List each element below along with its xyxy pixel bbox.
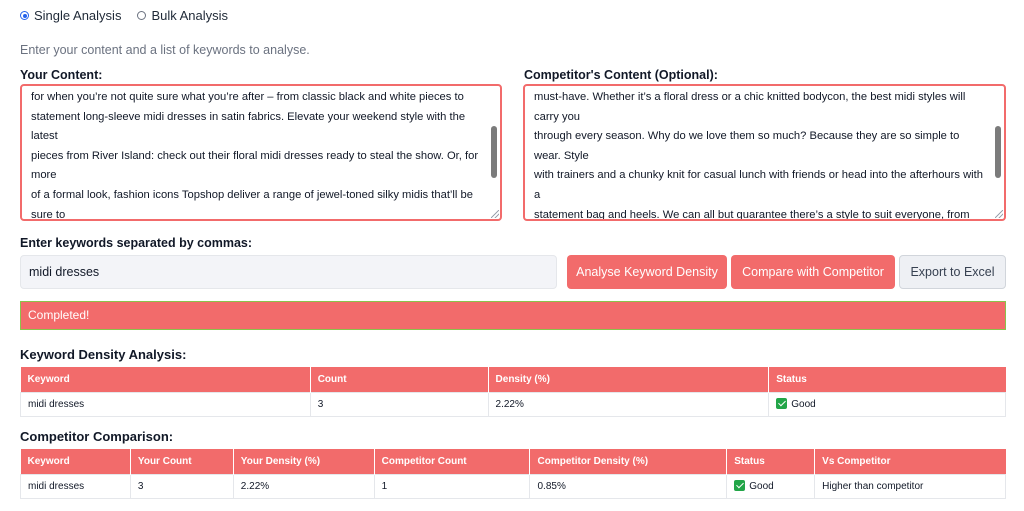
keyword-cell: midi dresses (21, 474, 131, 498)
resize-grip-icon[interactable] (491, 210, 499, 218)
density-cell: 2.22% (488, 392, 769, 416)
column-header: Count (310, 367, 488, 392)
column-header: Status (727, 449, 815, 474)
column-header: Keyword (21, 367, 311, 392)
density-table (20, 367, 1006, 417)
your-content-textarea[interactable] (20, 84, 502, 221)
column-header: Vs Competitor (815, 449, 1006, 474)
table-row (21, 392, 1006, 416)
check-icon (776, 398, 787, 409)
column-header: Your Density (%) (233, 449, 374, 474)
your-content-text[interactable]: for when you’re not quite sure what you’re after – from classic black and white pieces to statement long-sleeve midi dresses in satin fabrics. Elevate your weekend style with the latest pieces from River Island: check out their floral midi dresses ready to steal the show. Or, for more of a formal look, fashion icons Topshop deliver a range of jewel-toned silky midis that’ll be sure to (31, 91, 479, 221)
status-cell (727, 474, 815, 498)
radio-unchecked-icon[interactable] (137, 11, 146, 20)
density-section-title: Keyword Density Analysis: (20, 347, 187, 362)
table-row (21, 474, 1006, 498)
analyse-keyword-density-button[interactable]: Analyse Keyword Density (567, 255, 727, 289)
comparison-section-title: Competitor Comparison: (20, 429, 174, 444)
intro-text: Enter your content and a list of keywords to analyse. (20, 43, 310, 57)
keywords-input[interactable]: midi dresses (20, 255, 557, 289)
competitor-content-scroll-thumb[interactable] (995, 126, 1001, 178)
density-table-header (21, 367, 1006, 392)
keywords-label: Enter keywords separated by commas: (20, 236, 253, 250)
column-header: Competitor Density (%) (530, 449, 727, 474)
count-cell: 3 (310, 392, 488, 416)
your-count-cell: 3 (130, 474, 233, 498)
vs-competitor-cell: Higher than competitor (815, 474, 1006, 498)
single-analysis-label[interactable]: Single Analysis (34, 8, 122, 23)
column-header: Status (769, 367, 1006, 392)
column-header: Density (%) (488, 367, 769, 392)
status-message: Completed! (20, 301, 1006, 330)
analysis-mode-group (20, 8, 244, 23)
status-text: Good (749, 481, 774, 492)
column-header: Keyword (21, 449, 131, 474)
competitor-content-scrollbar[interactable] (995, 90, 1001, 215)
competitor-content-label: Competitor's Content (Optional): (524, 68, 718, 82)
bulk-analysis-radio[interactable] (137, 8, 228, 23)
check-icon (734, 480, 745, 491)
column-header: Competitor Count (374, 449, 530, 474)
your-density-cell: 2.22% (233, 474, 374, 498)
competitor-count-cell: 1 (374, 474, 530, 498)
competitor-content-text[interactable]: must-have. Whether it’s a floral dress or a chic knitted bodycon, the best midi styles will carry you through every season. Why do we love them so much? Because they are so simple to wear. Style with trainers and a chunky knit for casual lunch with friends or head into the afterhours with a statement bag and heels. We can all but guarantee there’s a style to suit everyone, from (534, 91, 983, 221)
status-cell (769, 392, 1006, 416)
comparison-table (20, 449, 1006, 499)
column-header: Your Count (130, 449, 233, 474)
export-to-excel-button[interactable]: Export to Excel (899, 255, 1006, 289)
bulk-analysis-label[interactable]: Bulk Analysis (151, 8, 229, 23)
resize-grip-icon[interactable] (995, 210, 1003, 218)
your-content-scroll-thumb[interactable] (491, 126, 497, 178)
compare-with-competitor-button[interactable]: Compare with Competitor (731, 255, 895, 289)
your-content-scrollbar[interactable] (491, 90, 497, 215)
radio-checked-icon[interactable] (20, 11, 29, 20)
keyword-cell: midi dresses (21, 392, 311, 416)
competitor-content-textarea[interactable] (523, 84, 1006, 221)
comparison-table-header (21, 449, 1006, 474)
single-analysis-radio[interactable] (20, 8, 121, 23)
status-text: Good (791, 399, 816, 410)
your-content-label: Your Content: (20, 68, 103, 82)
competitor-density-cell: 0.85% (530, 474, 727, 498)
